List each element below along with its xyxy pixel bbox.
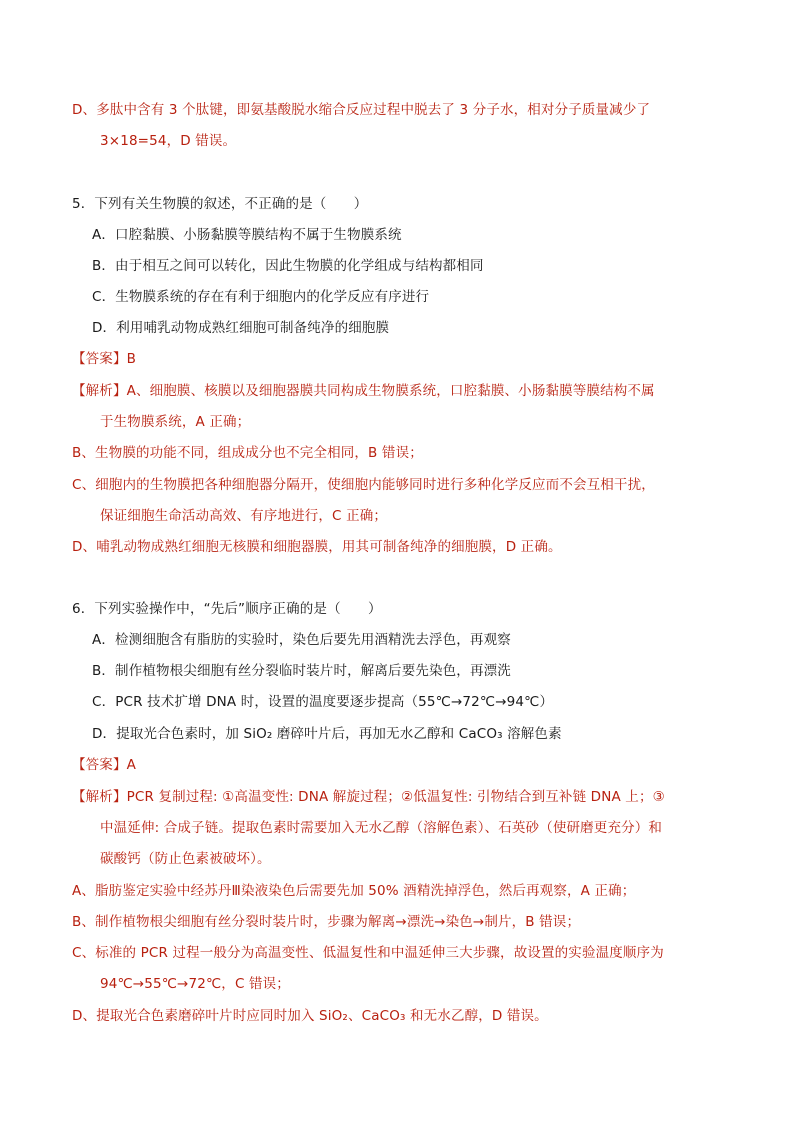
q6-option-b: B．制作植物根尖细胞有丝分裂临时装片时，解离后要先染色，再漂洗 bbox=[92, 663, 511, 679]
q5-analysis-line6: D、哺乳动物成熟红细胞无核膜和细胞器膜，用其可制备纯净的细胞膜，D 正确。 bbox=[72, 539, 562, 555]
q6-option-a: A．检测细胞含有脂肪的实验时，染色后要先用酒精洗去浮色，再观察 bbox=[92, 632, 511, 648]
q6-analysis-line3: 碳酸钙（防止色素被破坏）。 bbox=[100, 851, 271, 867]
q5-option-d: D．利用哺乳动物成熟红细胞可制备纯净的细胞膜 bbox=[92, 320, 390, 336]
q6-analysis-line2: 中温延伸: 合成子链。提取色素时需要加入无水乙醇（溶解色素）、石英砂（使研磨更充分）和 bbox=[100, 820, 663, 836]
q5-stem: 5．下列有关生物膜的叙述，不正确的是（ ） bbox=[72, 196, 368, 212]
q4-analysis-d-line1: D、多肽中含有 3 个肽键，即氨基酸脱水缩合反应过程中脱去了 3 分子水，相对分子质量减少了 bbox=[72, 102, 651, 118]
q5-option-c: C．生物膜系统的存在有利于细胞内的化学反应有序进行 bbox=[92, 289, 430, 305]
q5-analysis-line1: 【解析】A、细胞膜、核膜以及细胞器膜共同构成生物膜系统，口腔黏膜、小肠黏膜等膜结构不属 bbox=[72, 383, 655, 399]
q6-analysis-line7: 94℃→55℃→72℃，C 错误； bbox=[100, 976, 290, 992]
q5-answer: 【答案】B bbox=[72, 351, 137, 367]
q4-analysis-d-line2: 3×18=54，D 错误。 bbox=[100, 133, 237, 149]
q6-answer: 【答案】A bbox=[72, 757, 136, 773]
q5-analysis-line4: C、细胞内的生物膜把各种细胞器分隔开，使细胞内能够同时进行多种化学反应而不会互相干扰， bbox=[72, 477, 655, 493]
q5-analysis-line5: 保证细胞生命活动高效、有序地进行，C 正确； bbox=[100, 508, 388, 524]
q6-analysis-line4: A、脂肪鉴定实验中经苏丹Ⅲ染液染色后需要先加 50% 酒精洗掉浮色，然后再观察，A 正确； bbox=[72, 883, 636, 899]
q6-analysis-line6: C、标准的 PCR 过程一般分为高温变性、低温复性和中温延伸三大步骤，故设置的实验温度顺序为 bbox=[72, 945, 664, 961]
q6-analysis-line5: B、制作植物根尖细胞有丝分裂时装片时，步骤为解离→漂洗→染色→制片，B 错误； bbox=[72, 914, 581, 930]
q5-option-b: B．由于相互之间可以转化，因此生物膜的化学组成与结构都相同 bbox=[92, 258, 484, 274]
q5-analysis-line3: B、生物膜的功能不同，组成成分也不完全相同，B 错误； bbox=[72, 445, 423, 461]
q6-analysis-line8: D、提取光合色素磨碎叶片时应同时加入 SiO₂、CaCO₃ 和无水乙醇，D 错误。 bbox=[72, 1008, 548, 1024]
q6-analysis-line1: 【解析】PCR 复制过程: ①高温变性: DNA 解旋过程；②低温复性: 引物结合到互补链 DNA 上；③ bbox=[72, 789, 665, 805]
q5-analysis-line2: 于生物膜系统，A 正确； bbox=[100, 414, 251, 430]
q6-stem: 6．下列实验操作中，“先后”顺序正确的是（ ） bbox=[72, 601, 382, 617]
q6-option-d: D．提取光合色素时，加 SiO₂ 磨碎叶片后，再加无水乙醇和 CaCO₃ 溶解色素 bbox=[92, 726, 562, 742]
q5-option-a: A．口腔黏膜、小肠黏膜等膜结构不属于生物膜系统 bbox=[92, 227, 402, 243]
q6-option-c: C．PCR 技术扩增 DNA 时，设置的温度要逐步提高（55℃→72℃→94℃） bbox=[92, 694, 554, 710]
